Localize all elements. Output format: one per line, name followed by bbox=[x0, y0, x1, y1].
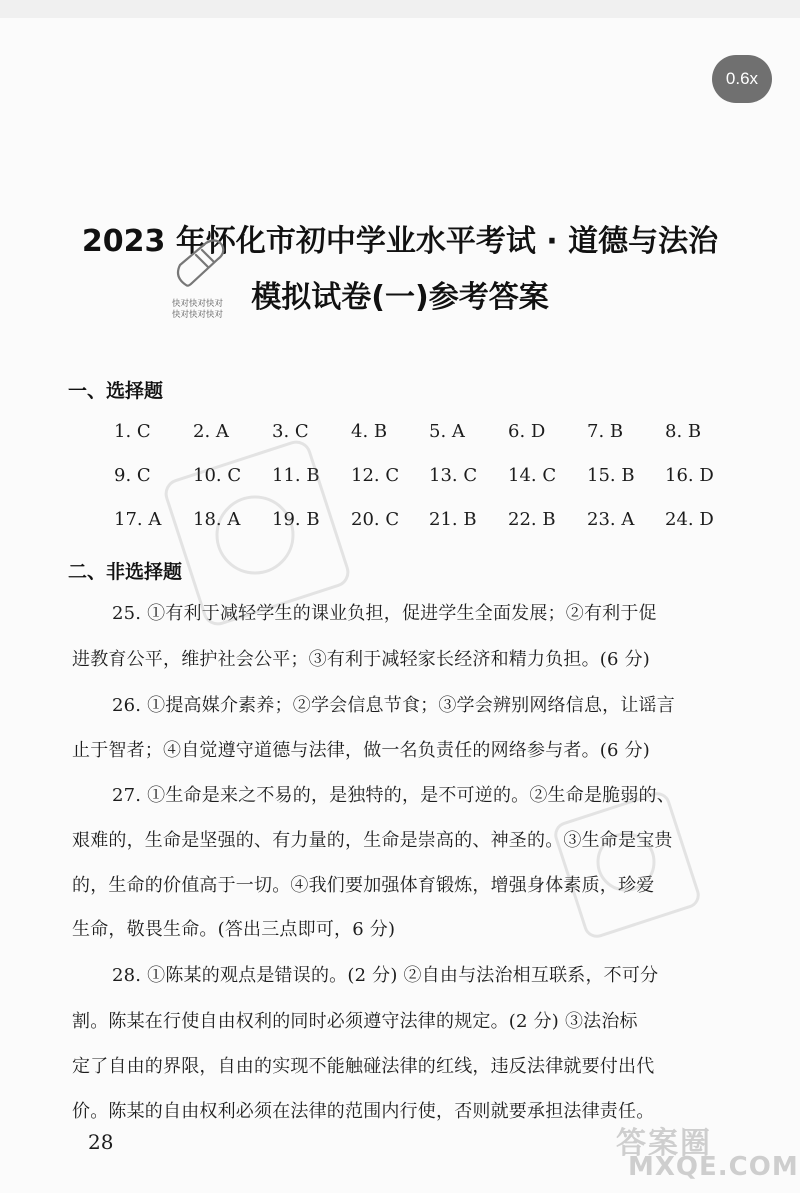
answer-item: 18. A bbox=[193, 509, 241, 530]
site-watermark-url: MXQE.COM bbox=[628, 1152, 799, 1182]
answer-paragraph-line: 定了自由的界限，自由的实现不能触碰法律的红线，违反法律就要付出代 bbox=[72, 1056, 655, 1077]
answer-item: 22. B bbox=[508, 509, 556, 530]
answer-item: 6. D bbox=[508, 421, 546, 442]
watermark-stamp-icon bbox=[548, 790, 708, 940]
page-number: 28 bbox=[88, 1130, 114, 1154]
answer-item: 10. C bbox=[193, 465, 242, 486]
answer-item: 9. C bbox=[114, 465, 151, 486]
answer-paragraph-line: 生命，敬畏生命。(答出三点即可，6 分) bbox=[72, 919, 396, 940]
section-heading-multiple-choice: 一、选择题 bbox=[68, 380, 164, 402]
answer-paragraph-line: 26. ①提高媒介素养；②学会信息节食；③学会辨别网络信息，让谣言 bbox=[112, 695, 675, 716]
answer-item: 1. C bbox=[114, 421, 151, 442]
answer-item: 7. B bbox=[587, 421, 624, 442]
answer-item: 23. A bbox=[587, 509, 635, 530]
site-watermark-logo: 答案圈 bbox=[616, 1126, 712, 1161]
answer-paragraph-line: 的，生命的价值高于一切。④我们要加强体育锻炼，增强身体素质，珍爱 bbox=[72, 875, 655, 896]
answer-item: 4. B bbox=[351, 421, 388, 442]
answer-paragraph-line: 25. ①有利于减轻学生的课业负担，促进学生全面发展；②有利于促 bbox=[112, 603, 657, 624]
answer-item: 17. A bbox=[114, 509, 162, 530]
document-title: 2023 年怀化市初中学业水平考试 · 道德与法治 bbox=[81, 224, 719, 259]
answer-paragraph-line: 27. ①生命是来之不易的，是独特的，是不可逆的。②生命是脆弱的、 bbox=[112, 785, 675, 806]
answer-row bbox=[0, 465, 800, 495]
answer-item: 3. C bbox=[272, 421, 309, 442]
answer-item: 13. C bbox=[429, 465, 478, 486]
watermark-logo-icon bbox=[168, 235, 238, 295]
answer-row bbox=[0, 509, 800, 539]
answer-item: 16. D bbox=[665, 465, 714, 486]
answer-paragraph-line: 价。陈某的自由权利必须在法律的范围内行使，否则就要承担法律责任。 bbox=[72, 1101, 655, 1122]
answer-item: 21. B bbox=[429, 509, 477, 530]
answer-paragraph-line: 28. ①陈某的观点是错误的。(2 分) ②自由与法治相互联系，不可分 bbox=[112, 965, 659, 986]
zoom-level-badge[interactable]: 0.6x bbox=[712, 55, 772, 103]
answer-paragraph-line: 艰难的，生命是坚强的、有力量的，生命是崇高的、神圣的。③生命是宝贵 bbox=[72, 830, 673, 851]
document-subtitle: 模拟试卷(一)参考答案 bbox=[251, 280, 549, 315]
answer-row bbox=[0, 421, 800, 451]
section-heading-open-questions: 二、非选择题 bbox=[68, 561, 183, 583]
watermark-text: 快对快对快对 bbox=[172, 310, 224, 320]
answer-item: 5. A bbox=[429, 421, 465, 442]
viewer-top-bar bbox=[0, 0, 800, 18]
answer-item: 2. A bbox=[193, 421, 229, 442]
answer-paragraph-line: 进教育公平，维护社会公平；③有利于减轻家长经济和精力负担。(6 分) bbox=[72, 649, 651, 670]
watermark-text: 快对快对快对 bbox=[172, 299, 224, 309]
answer-item: 19. B bbox=[272, 509, 320, 530]
answer-item: 11. B bbox=[272, 465, 320, 486]
answer-item: 24. D bbox=[665, 509, 714, 530]
answer-item: 15. B bbox=[587, 465, 635, 486]
answer-paragraph-line: 割。陈某在行使自由权利的同时必须遵守法律的规定。(2 分) ③法治标 bbox=[72, 1011, 638, 1032]
answer-item: 12. C bbox=[351, 465, 400, 486]
answer-item: 14. C bbox=[508, 465, 557, 486]
answer-item: 20. C bbox=[351, 509, 400, 530]
answer-paragraph-line: 止于智者；④自觉遵守道德与法律，做一名负责任的网络参与者。(6 分) bbox=[72, 740, 651, 761]
answer-item: 8. B bbox=[665, 421, 702, 442]
